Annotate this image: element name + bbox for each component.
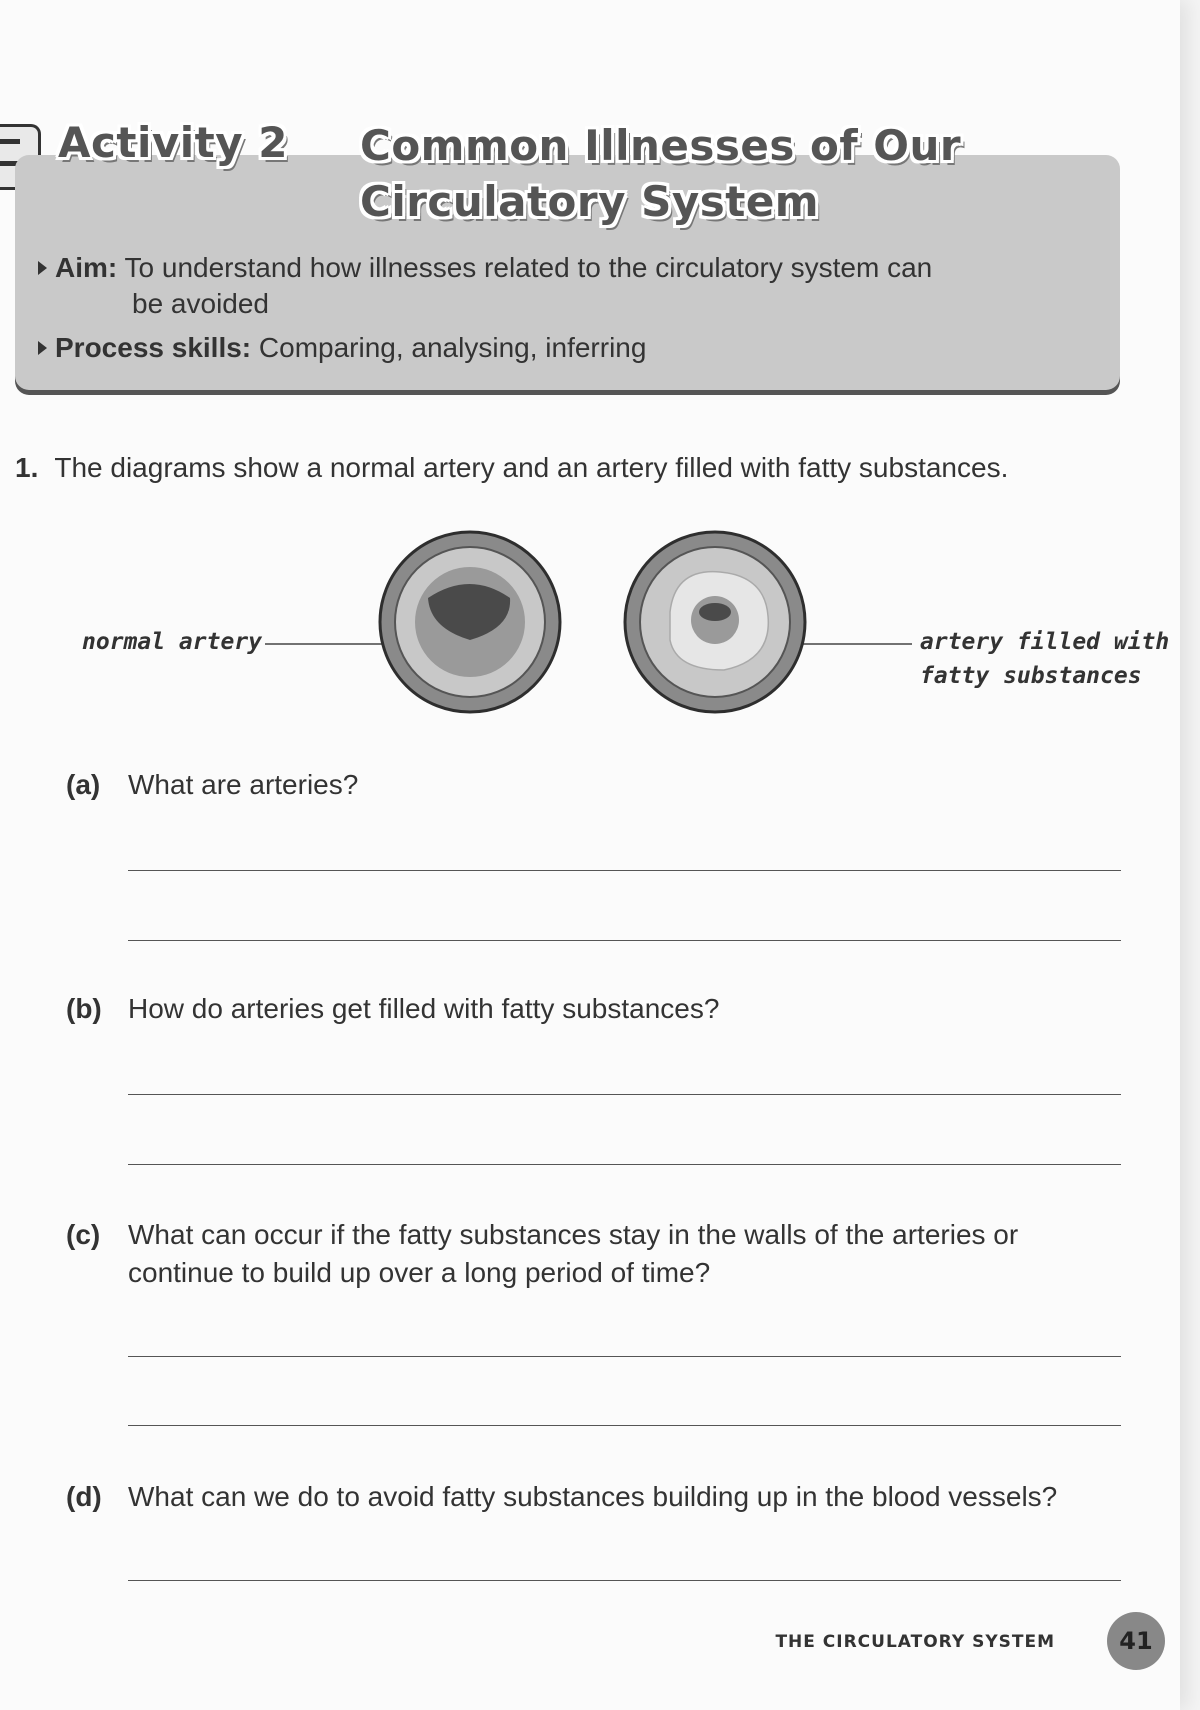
label-fatty-artery-line2: fatty substances — [920, 663, 1142, 689]
fatty-artery-cross-section — [625, 532, 805, 712]
subquestion-letter: (d) — [66, 1481, 102, 1512]
normal-artery-cross-section — [380, 532, 560, 712]
answer-line[interactable] — [128, 1580, 1121, 1581]
subquestion-text: What can occur if the fatty substances stay in the walls of the arteries or continue to build up over a long period of time? — [128, 1219, 1019, 1288]
aim-text: To understand how illnesses related to the circulatory system can — [124, 252, 933, 283]
label-normal-artery: normal artery — [82, 629, 263, 655]
subquestion-text: How do arteries get filled with fatty substances? — [128, 993, 720, 1024]
artery-diagram — [0, 520, 1180, 720]
subquestion-letter: (c) — [66, 1219, 101, 1250]
process-skills-row — [38, 330, 646, 366]
bullet-arrow-icon — [38, 261, 47, 275]
footer-chapter-title: THE CIRCULATORY SYSTEM — [775, 1632, 1055, 1652]
subquestion-a — [66, 766, 1108, 804]
subquestion-b — [66, 990, 1108, 1028]
answer-line[interactable] — [128, 1425, 1121, 1426]
question-1 — [15, 452, 1008, 484]
answer-line[interactable] — [128, 870, 1121, 871]
subquestion-d — [66, 1478, 1108, 1516]
answer-line[interactable] — [128, 1356, 1121, 1357]
aim-row — [38, 250, 1038, 322]
subquestion-letter: (b) — [66, 993, 102, 1024]
activity-label: Activity 2 — [58, 118, 288, 167]
aim-label: Aim: — [55, 252, 118, 283]
question-text: The diagrams show a normal artery and an artery filled with fatty substances. — [54, 452, 1009, 483]
question-number: 1. — [15, 452, 39, 483]
answer-line[interactable] — [128, 940, 1121, 941]
process-skills-label: Process skills: — [55, 332, 252, 363]
subquestion-text: What are arteries? — [128, 769, 359, 800]
answer-line[interactable] — [128, 1094, 1121, 1095]
answer-line[interactable] — [128, 1164, 1121, 1165]
bullet-arrow-icon — [38, 341, 47, 355]
subquestion-c — [66, 1216, 1108, 1292]
label-fatty-artery-line1: artery filled with — [920, 629, 1170, 655]
subquestion-text: What can we do to avoid fatty substances building up in the blood vessels? — [128, 1481, 1058, 1512]
subquestion-letter: (a) — [66, 769, 101, 800]
page-number-badge: 41 — [1107, 1612, 1165, 1670]
process-skills-text: Comparing, analysing, inferring — [258, 332, 647, 363]
aim-text-continued: be avoided — [132, 288, 270, 319]
activity-title: Common Illnesses of Our Circulatory System — [360, 121, 962, 226]
